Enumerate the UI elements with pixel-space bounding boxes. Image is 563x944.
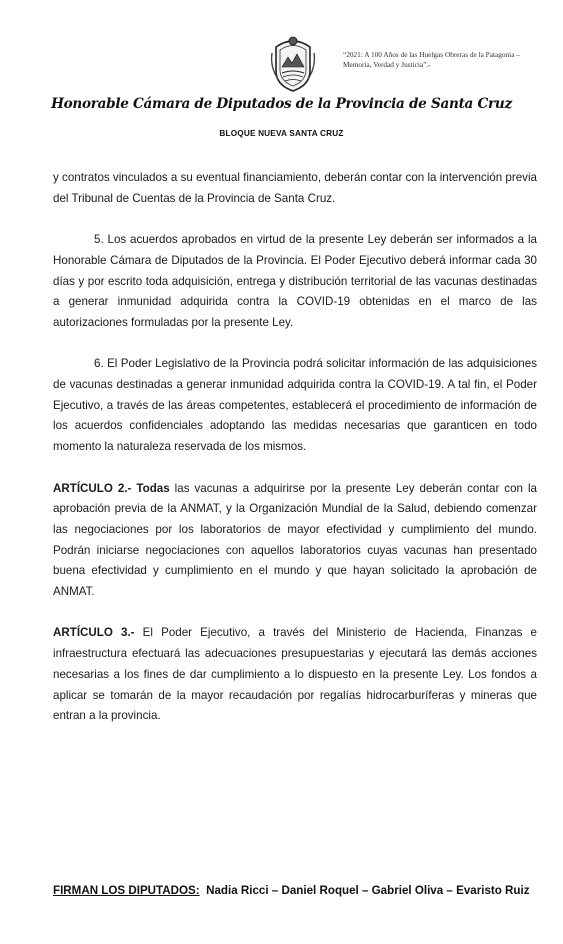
clause-6-paragraph: 6. El Poder Legislativo de la Provincia podrá solicitar información de las adquisiciones de vacunas destinadas a generar inmunidad adquirida contra la COVID-19. A tal fin, el Poder Ejecutivo, a través de las áreas competentes, establecerá el procedimiento de información de los acuerdos confidenciales adoptando las medidas necesarias que garanticen en todo momento la naturaleza reservada de los mismos. xyxy=(53,357,537,454)
provincial-seal-icon xyxy=(268,33,318,93)
article-3-text: El Poder Ejecutivo, a través del Ministerio de Hacienda, Finanzas e infraestructura efectuará las adecuaciones presupuestarias y ejecutará las demás acciones necesarias a los fines de dar cumplimiento a lo dispuesto en la presente Ley. Los fondos a aplicar se tomarán de la mayor recaudación por regalías hidrocarburíferas y mineras que entran a la provincia. xyxy=(53,626,537,723)
signatories-line xyxy=(53,884,543,897)
clause-5-paragraph: 5. Los acuerdos aprobados en virtud de la presente Ley deberán ser informados a la Honorable Cámara de Diputados de la Provincia. El Poder Ejecutivo deberá informar cada 30 días y por escrito toda adquisición, entrega y distribución territorial de las vacunas destinadas a generar inmunidad adquirida contra la COVID-19 obtenidas en el marco de las autorizaciones formuladas por la presente Ley. xyxy=(53,233,537,329)
article-2-paragraph xyxy=(53,479,537,603)
article-3-paragraph xyxy=(53,623,537,727)
signatories-label: FIRMAN LOS DIPUTADOS: xyxy=(53,884,200,897)
signatories-names: Nadia Ricci – Daniel Roquel – Gabriel Oliva – Evaristo Ruiz xyxy=(199,884,530,897)
bloc-name: BLOQUE NUEVA SANTA CRUZ xyxy=(219,129,344,138)
chamber-title: Honorable Cámara de Diputados de la Provincia de Santa Cruz xyxy=(51,96,512,112)
continuation-paragraph: y contratos vinculados a su eventual financiamiento, deberán contar con la intervención previa del Tribunal de Cuentas de la Provincia de Santa Cruz. xyxy=(53,171,538,205)
article-3-heading: ARTÍCULO 3.- xyxy=(53,626,135,640)
commemorative-motto: “2021: A 100 Años de las Huelgas Obreras de la Patagonia – Memoria, Verdad y Justicia”.- xyxy=(343,50,520,69)
article-2-heading: ARTÍCULO 2.- Todas xyxy=(53,481,170,495)
article-2-text: las vacunas a adquirirse por la presente Ley deberán contar con la aprobación previa de la ANMAT, y la Organización Mundial de la Salud, debiendo comenzar las negociaciones por los laboratorios de mayor efectividad y cumplimiento del mundo. Podrán iniciarse negociaciones con aquellos laboratorios cuyas vacunas han presentado buena efectividad y cumplimiento en el mundo y que hayan solicitado la aprobación de ANMAT. xyxy=(53,481,537,599)
document-body xyxy=(53,168,537,748)
